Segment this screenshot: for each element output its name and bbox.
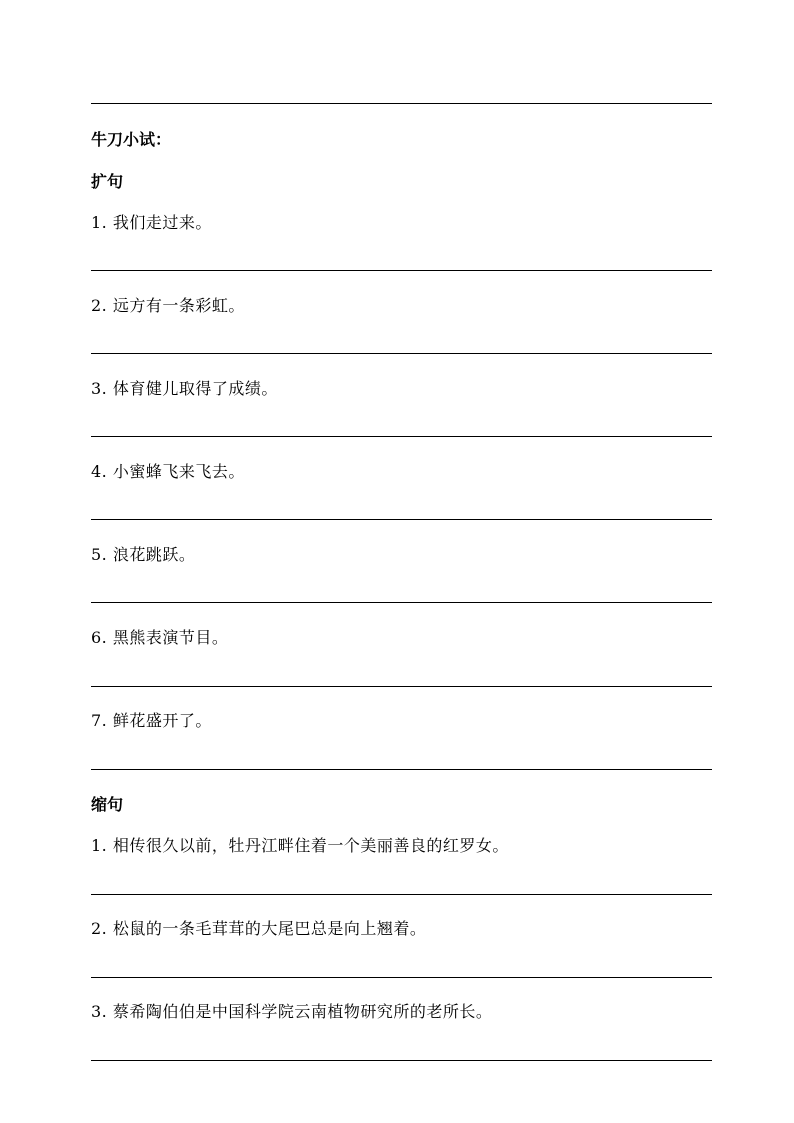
- exercise-item: 3. 蔡希陶伯伯是中国科学院云南植物研究所的老所长。: [91, 1002, 493, 1021]
- answer-line: [91, 436, 712, 437]
- page-title: 牛刀小试：: [91, 130, 172, 149]
- answer-line: [91, 894, 712, 895]
- exercise-item: 1. 相传很久以前，牡丹江畔住着一个美丽善良的红罗女。: [91, 836, 509, 855]
- exercise-item: 2. 远方有一条彩虹。: [91, 296, 245, 315]
- exercise-item: 1. 我们走过来。: [91, 213, 212, 232]
- answer-line: [91, 353, 712, 354]
- answer-line: [91, 270, 712, 271]
- section-heading-shorten: 缩句: [91, 795, 124, 814]
- exercise-item: 3. 体育健儿取得了成绩。: [91, 379, 278, 398]
- answer-line: [91, 602, 712, 603]
- section-heading-expand: 扩句: [91, 172, 124, 191]
- answer-line: [91, 769, 712, 770]
- exercise-item: 6. 黑熊表演节目。: [91, 628, 229, 647]
- exercise-item: 5. 浪花跳跃。: [91, 545, 196, 564]
- answer-line: [91, 519, 712, 520]
- answer-line: [91, 977, 712, 978]
- exercise-item: 2. 松鼠的一条毛茸茸的大尾巴总是向上翘着。: [91, 919, 427, 938]
- answer-line: [91, 686, 712, 687]
- answer-line-top: [91, 103, 712, 104]
- exercise-item: 7. 鲜花盛开了。: [91, 711, 212, 730]
- answer-line: [91, 1060, 712, 1061]
- exercise-item: 4. 小蜜蜂飞来飞去。: [91, 462, 245, 481]
